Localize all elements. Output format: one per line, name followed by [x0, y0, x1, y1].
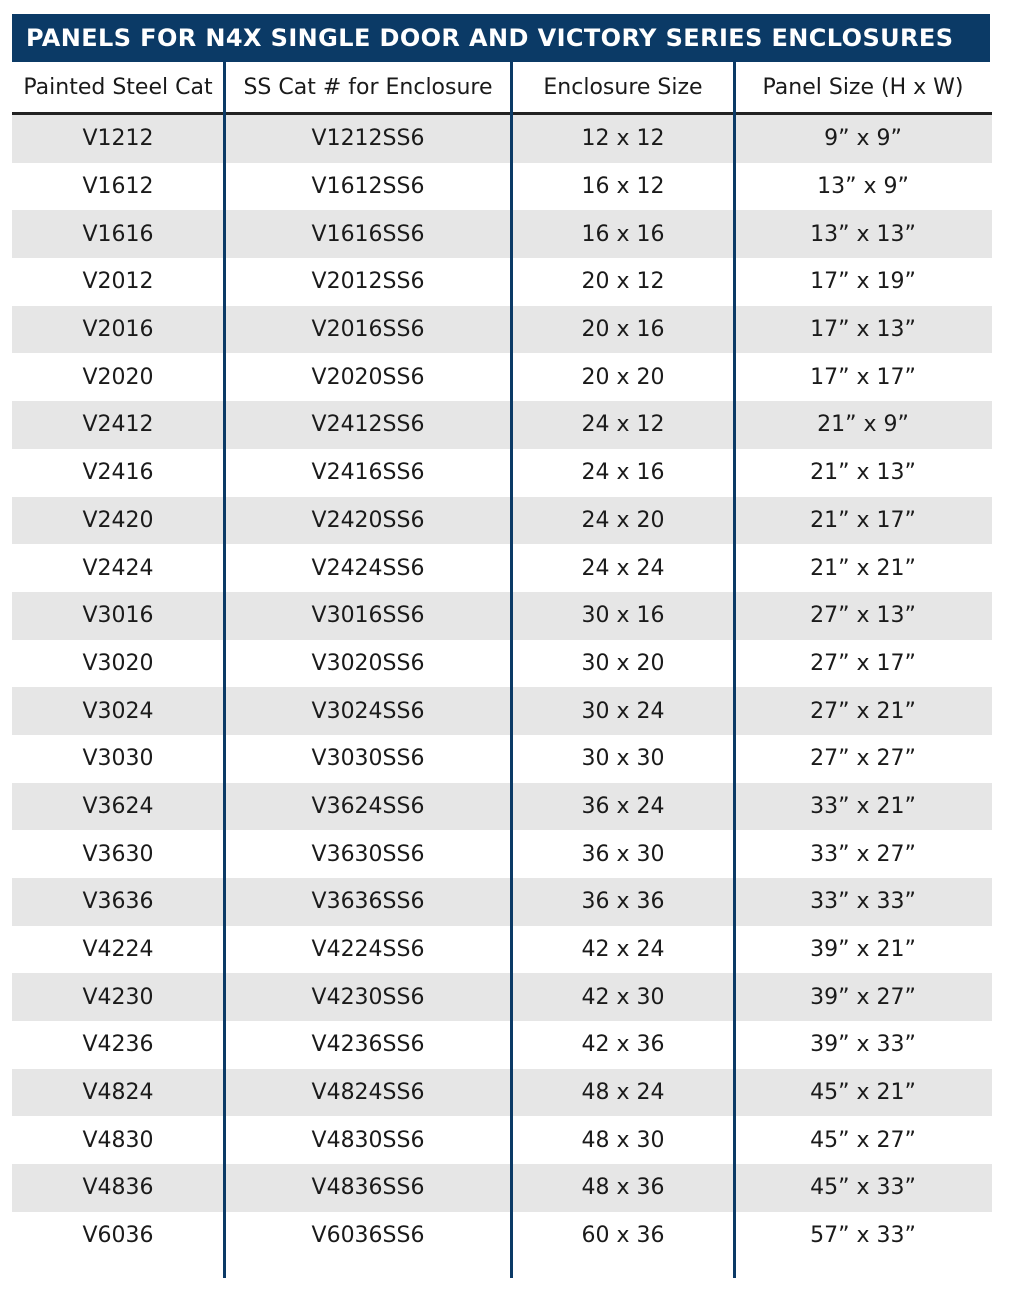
panel-size-cell: 27” x 21” — [810, 698, 916, 724]
ss-cat-cell: V3636SS6 — [311, 889, 425, 915]
page-title: PANELS FOR N4X SINGLE DOOR AND VICTORY SERIES ENCLOSURES — [26, 24, 954, 52]
ss-cat-cell: V4224SS6 — [311, 937, 425, 963]
enclosure-size-cell: 24 x 20 — [581, 507, 665, 533]
painted-steel-cat-cell: V4836 — [82, 1175, 154, 1201]
enclosure-size-cell: 48 x 36 — [581, 1175, 665, 1201]
table-row — [12, 353, 992, 401]
ss-cat-cell: V4230SS6 — [311, 984, 425, 1010]
ss-cat-cell: V2424SS6 — [311, 555, 425, 581]
enclosure-size-cell: 24 x 12 — [581, 412, 665, 438]
ss-cat-cell: V4236SS6 — [311, 1032, 425, 1058]
painted-steel-cat-cell: V3016 — [82, 603, 154, 629]
painted-steel-cat-cell: V3030 — [82, 746, 154, 772]
ss-cat-cell: V4836SS6 — [311, 1175, 425, 1201]
painted-steel-cat-cell: V2016 — [82, 317, 154, 343]
ss-cat-cell: V3020SS6 — [311, 650, 425, 676]
painted-steel-cat-cell: V1212 — [82, 126, 154, 152]
table-row — [12, 306, 992, 354]
panel-size-cell: 27” x 13” — [810, 603, 916, 629]
enclosure-size-cell: 16 x 12 — [581, 174, 665, 200]
ss-cat-cell: V4830SS6 — [311, 1127, 425, 1153]
enclosure-size-cell: 42 x 30 — [581, 984, 665, 1010]
header-enclosure-size: Enclosure Size — [543, 74, 703, 100]
ss-cat-cell: V3024SS6 — [311, 698, 425, 724]
ss-cat-cell: V2020SS6 — [311, 364, 425, 390]
panel-size-cell: 27” x 27” — [810, 746, 916, 772]
panel-size-cell: 17” x 13” — [810, 317, 916, 343]
table-row — [12, 544, 992, 592]
enclosure-size-cell: 60 x 36 — [581, 1223, 665, 1249]
table-row — [12, 1212, 992, 1260]
painted-steel-cat-cell: V6036 — [82, 1223, 154, 1249]
painted-steel-cat-cell: V2012 — [82, 269, 154, 295]
painted-steel-cat-cell: V3020 — [82, 650, 154, 676]
table-row — [12, 926, 992, 974]
panel-size-cell: 33” x 33” — [810, 889, 916, 915]
painted-steel-cat-cell: V1616 — [82, 221, 154, 247]
ss-cat-cell: V2420SS6 — [311, 507, 425, 533]
table-row — [12, 115, 992, 163]
enclosure-size-cell: 24 x 24 — [581, 555, 665, 581]
panel-size-cell: 21” x 21” — [810, 555, 916, 581]
enclosure-size-cell: 30 x 20 — [581, 650, 665, 676]
panel-size-cell: 13” x 9” — [817, 174, 909, 200]
table-row — [12, 878, 992, 926]
enclosure-size-cell: 42 x 36 — [581, 1032, 665, 1058]
table-row — [12, 401, 992, 449]
table-header-row — [12, 62, 992, 115]
ss-cat-cell: V2416SS6 — [311, 460, 425, 486]
panel-size-cell: 21” x 13” — [810, 460, 916, 486]
enclosure-size-cell: 30 x 16 — [581, 603, 665, 629]
panel-size-cell: 33” x 21” — [810, 793, 916, 819]
header-ss-cat: SS Cat # for Enclosure — [243, 74, 493, 100]
painted-steel-cat-cell: V4230 — [82, 984, 154, 1010]
painted-steel-cat-cell: V2020 — [82, 364, 154, 390]
painted-steel-cat-cell: V2412 — [82, 412, 154, 438]
table-row — [12, 830, 992, 878]
column-divider — [733, 62, 736, 1278]
enclosure-size-cell: 30 x 24 — [581, 698, 665, 724]
table-row — [12, 973, 992, 1021]
panel-size-cell: 39” x 33” — [810, 1032, 916, 1058]
ss-cat-cell: V3030SS6 — [311, 746, 425, 772]
ss-cat-cell: V1212SS6 — [311, 126, 425, 152]
painted-steel-cat-cell: V3636 — [82, 889, 154, 915]
painted-steel-cat-cell: V3630 — [82, 841, 154, 867]
ss-cat-cell: V1616SS6 — [311, 221, 425, 247]
enclosure-size-cell: 12 x 12 — [581, 126, 665, 152]
panel-size-cell: 21” x 17” — [810, 507, 916, 533]
table-row — [12, 1116, 992, 1164]
enclosure-size-cell: 30 x 30 — [581, 746, 665, 772]
painted-steel-cat-cell: V2416 — [82, 460, 154, 486]
painted-steel-cat-cell: V1612 — [82, 174, 154, 200]
enclosure-size-cell: 48 x 30 — [581, 1127, 665, 1153]
column-divider — [510, 62, 513, 1278]
panel-size-cell: 45” x 27” — [810, 1127, 916, 1153]
painted-steel-cat-cell: V4830 — [82, 1127, 154, 1153]
panel-size-cell: 45” x 21” — [810, 1080, 916, 1106]
panel-size-cell: 13” x 13” — [810, 221, 916, 247]
enclosure-size-cell: 24 x 16 — [581, 460, 665, 486]
panel-size-cell: 57” x 33” — [810, 1223, 916, 1249]
enclosure-size-cell: 16 x 16 — [581, 221, 665, 247]
table-row — [12, 163, 992, 211]
table-row — [12, 497, 992, 545]
panel-size-cell: 17” x 17” — [810, 364, 916, 390]
panel-size-cell: 39” x 27” — [810, 984, 916, 1010]
panel-size-cell: 33” x 27” — [810, 841, 916, 867]
panel-size-cell: 27” x 17” — [810, 650, 916, 676]
panel-size-cell: 39” x 21” — [810, 937, 916, 963]
panels-table — [12, 62, 992, 1260]
panel-size-cell: 17” x 19” — [810, 269, 916, 295]
enclosure-size-cell: 48 x 24 — [581, 1080, 665, 1106]
table-row — [12, 687, 992, 735]
table-row — [12, 592, 992, 640]
enclosure-size-cell: 42 x 24 — [581, 937, 665, 963]
table-row — [12, 258, 992, 306]
painted-steel-cat-cell: V3024 — [82, 698, 154, 724]
ss-cat-cell: V3630SS6 — [311, 841, 425, 867]
painted-steel-cat-cell: V4236 — [82, 1032, 154, 1058]
painted-steel-cat-cell: V2420 — [82, 507, 154, 533]
table-row — [12, 1021, 992, 1069]
ss-cat-cell: V4824SS6 — [311, 1080, 425, 1106]
column-divider — [223, 62, 226, 1278]
header-panel-size: Panel Size (H x W) — [762, 74, 964, 100]
table-row — [12, 735, 992, 783]
painted-steel-cat-cell: V4224 — [82, 937, 154, 963]
painted-steel-cat-cell: V3624 — [82, 793, 154, 819]
enclosure-size-cell: 36 x 30 — [581, 841, 665, 867]
ss-cat-cell: V1612SS6 — [311, 174, 425, 200]
enclosure-size-cell: 20 x 12 — [581, 269, 665, 295]
title-bar — [12, 14, 990, 62]
enclosure-size-cell: 20 x 16 — [581, 317, 665, 343]
panel-size-cell: 9” x 9” — [824, 126, 902, 152]
table-row — [12, 1069, 992, 1117]
table-row — [12, 640, 992, 688]
ss-cat-cell: V2016SS6 — [311, 317, 425, 343]
table-row — [12, 1164, 992, 1212]
enclosure-size-cell: 36 x 24 — [581, 793, 665, 819]
table-body — [12, 115, 992, 1260]
painted-steel-cat-cell: V2424 — [82, 555, 154, 581]
ss-cat-cell: V6036SS6 — [311, 1223, 425, 1249]
table-row — [12, 449, 992, 497]
ss-cat-cell: V2412SS6 — [311, 412, 425, 438]
ss-cat-cell: V3624SS6 — [311, 793, 425, 819]
ss-cat-cell: V2012SS6 — [311, 269, 425, 295]
enclosure-size-cell: 20 x 20 — [581, 364, 665, 390]
painted-steel-cat-cell: V4824 — [82, 1080, 154, 1106]
header-painted-steel-cat: Painted Steel Cat — [23, 74, 213, 100]
ss-cat-cell: V3016SS6 — [311, 603, 425, 629]
table-row — [12, 210, 992, 258]
panel-size-cell: 21” x 9” — [817, 412, 909, 438]
table-row — [12, 783, 992, 831]
panel-size-cell: 45” x 33” — [810, 1175, 916, 1201]
enclosure-size-cell: 36 x 36 — [581, 889, 665, 915]
